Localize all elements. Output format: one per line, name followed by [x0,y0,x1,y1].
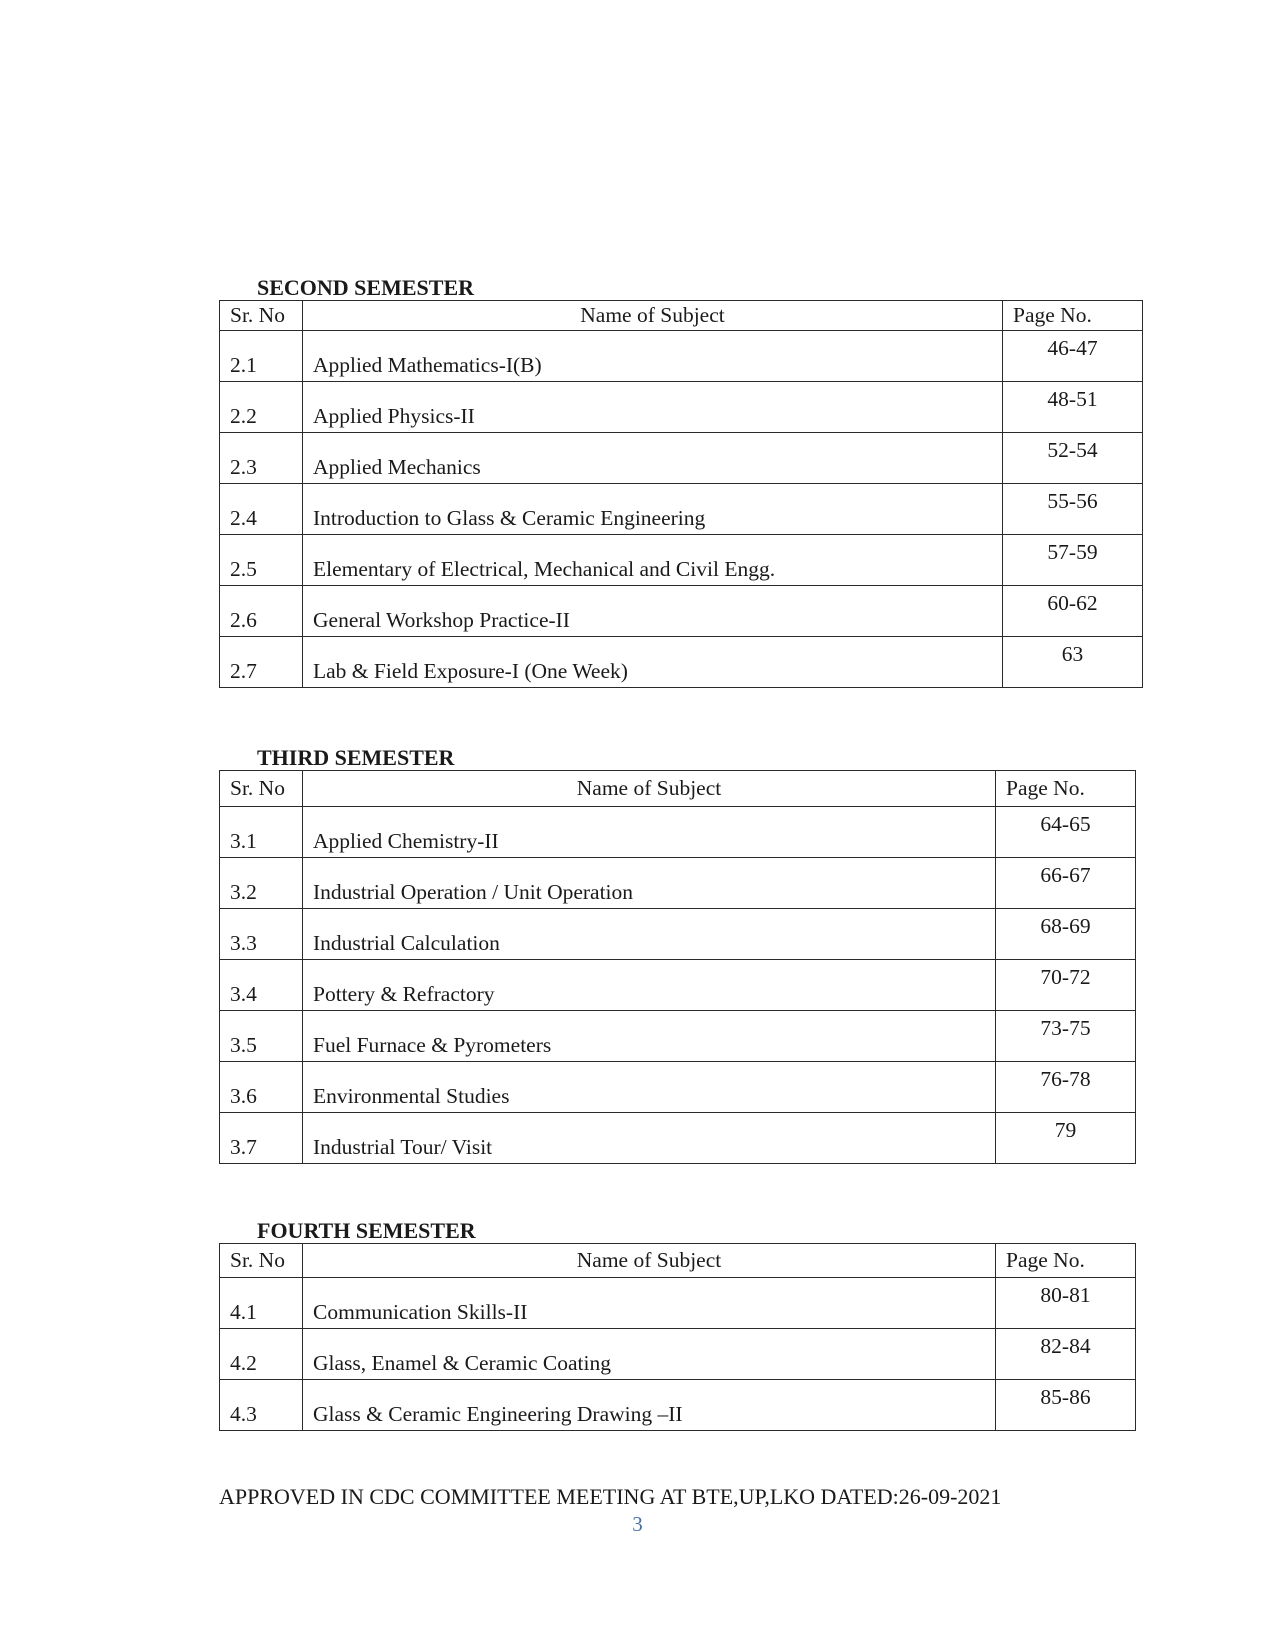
table-row [220,1011,1136,1062]
page-range-cell: 70-72 [996,960,1136,1011]
sr-no-header: Sr. No [220,1244,303,1278]
subject-name-header: Name of Subject [303,1244,996,1278]
table-row [220,331,1143,382]
page-range-cell: 60-62 [1003,586,1143,637]
page-range-cell: 80-81 [996,1278,1136,1329]
subject-name-cell: Applied Mechanics [303,433,1003,484]
page-no-header: Page No. [1003,301,1143,331]
sr-no-cell: 3.6 [220,1062,303,1113]
sr-no-cell: 3.2 [220,858,303,909]
page-range-cell: 48-51 [1003,382,1143,433]
table-row [220,1380,1136,1431]
subject-name-cell: Elementary of Electrical, Mechanical and Civil Engg. [303,535,1003,586]
sr-no-header: Sr. No [220,771,303,807]
table-row [220,1062,1136,1113]
table-row [220,1113,1136,1164]
subject-name-cell: Communication Skills-II [303,1278,996,1329]
third-semester-title: THIRD SEMESTER [257,745,455,770]
sr-no-cell: 2.7 [220,637,303,688]
page-no-header: Page No. [996,771,1136,807]
sr-no-cell: 3.4 [220,960,303,1011]
sr-no-cell: 2.5 [220,535,303,586]
sr-no-cell: 4.3 [220,1380,303,1431]
table-row [220,382,1143,433]
page-range-cell: 46-47 [1003,331,1143,382]
sr-no-cell: 2.6 [220,586,303,637]
sr-no-cell: 3.3 [220,909,303,960]
second-semester-title: SECOND SEMESTER [257,275,475,300]
sr-no-cell: 3.5 [220,1011,303,1062]
page-range-cell: 52-54 [1003,433,1143,484]
page-range-cell: 57-59 [1003,535,1143,586]
page-range-cell: 68-69 [996,909,1136,960]
table-row [220,1278,1136,1329]
subject-name-cell: General Workshop Practice-II [303,586,1003,637]
table-row [220,909,1136,960]
page-number: 3 [632,1512,643,1536]
sr-no-cell: 2.2 [220,382,303,433]
table-header-row [220,1244,1136,1278]
subject-name-cell: Applied Mathematics-I(B) [303,331,1003,382]
subject-name-header: Name of Subject [303,771,996,807]
approval-note: APPROVED IN CDC COMMITTEE MEETING AT BTE,UP,LKO DATED:26-09-2021 [219,1484,1002,1509]
subject-name-cell: Lab & Field Exposure-I (One Week) [303,637,1003,688]
subject-name-cell: Applied Chemistry-II [303,807,996,858]
table-header-row [220,771,1136,807]
table-row [220,586,1143,637]
page-range-cell: 66-67 [996,858,1136,909]
subject-name-cell: Glass & Ceramic Engineering Drawing –II [303,1380,996,1431]
sr-no-cell: 2.1 [220,331,303,382]
table-row [220,858,1136,909]
sr-no-cell: 4.2 [220,1329,303,1380]
second-semester-table [219,300,1143,688]
table-row [220,535,1143,586]
table-row [220,1329,1136,1380]
table-row [220,433,1143,484]
sr-no-cell: 2.4 [220,484,303,535]
fourth-semester-title: FOURTH SEMESTER [257,1218,476,1243]
sr-no-cell: 3.1 [220,807,303,858]
subject-name-cell: Pottery & Refractory [303,960,996,1011]
sr-no-cell: 4.1 [220,1278,303,1329]
subject-name-cell: Introduction to Glass & Ceramic Engineering [303,484,1003,535]
table-row [220,960,1136,1011]
subject-name-cell: Industrial Operation / Unit Operation [303,858,996,909]
third-semester-table [219,770,1136,1164]
page-range-cell: 63 [1003,637,1143,688]
page-range-cell: 64-65 [996,807,1136,858]
table-row [220,484,1143,535]
subject-name-cell: Applied Physics-II [303,382,1003,433]
page-range-cell: 79 [996,1113,1136,1164]
table-row [220,807,1136,858]
page-range-cell: 76-78 [996,1062,1136,1113]
subject-name-cell: Fuel Furnace & Pyrometers [303,1011,996,1062]
page-no-header: Page No. [996,1244,1136,1278]
sr-no-cell: 3.7 [220,1113,303,1164]
sr-no-cell: 2.3 [220,433,303,484]
subject-name-cell: Industrial Calculation [303,909,996,960]
table-row [220,637,1143,688]
subject-name-cell: Industrial Tour/ Visit [303,1113,996,1164]
page-range-cell: 55-56 [1003,484,1143,535]
page-range-cell: 73-75 [996,1011,1136,1062]
subject-name-header: Name of Subject [303,301,1003,331]
page-range-cell: 85-86 [996,1380,1136,1431]
fourth-semester-table [219,1243,1136,1431]
subject-name-cell: Environmental Studies [303,1062,996,1113]
table-header-row [220,301,1143,331]
page-range-cell: 82-84 [996,1329,1136,1380]
subject-name-cell: Glass, Enamel & Ceramic Coating [303,1329,996,1380]
sr-no-header: Sr. No [220,301,303,331]
